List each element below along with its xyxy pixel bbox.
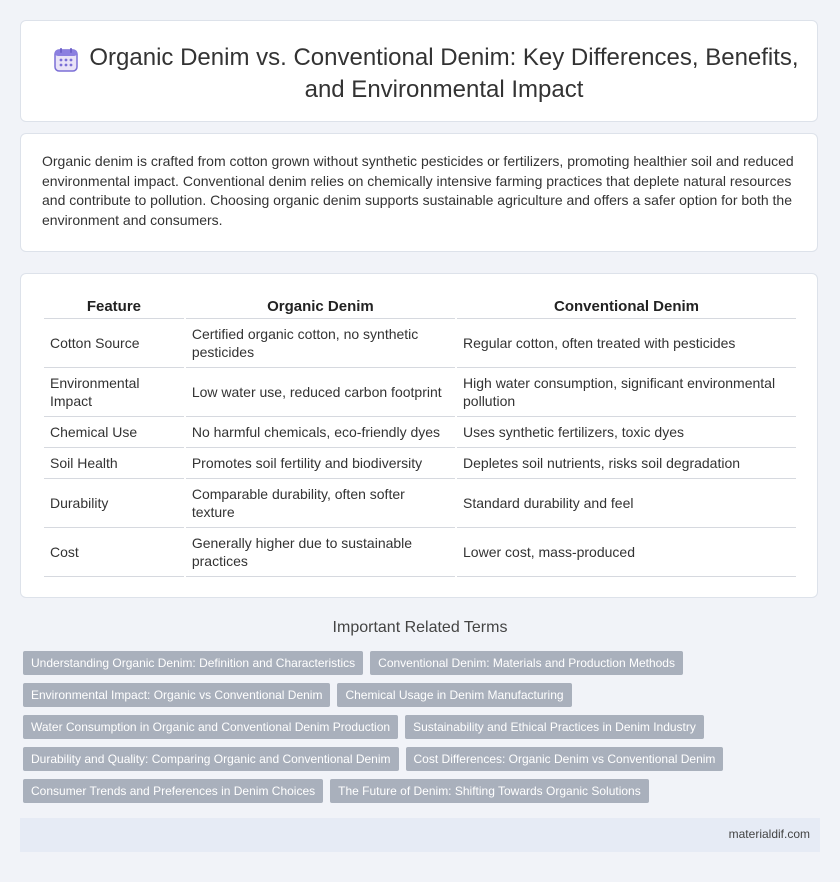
- related-term-link[interactable]: Sustainability and Ethical Practices in Denim Industry: [405, 715, 704, 739]
- title-card: [20, 20, 818, 122]
- table-row: [44, 417, 796, 448]
- related-term-link[interactable]: Understanding Organic Denim: Definition and Characteristics: [23, 651, 363, 675]
- cell-feature: Cost: [44, 528, 184, 577]
- cell-organic: Comparable durability, often softer texture: [186, 479, 455, 528]
- cell-feature: Soil Health: [44, 448, 184, 479]
- cell-conventional: Regular cotton, often treated with pesticides: [457, 319, 796, 368]
- related-term-link[interactable]: Durability and Quality: Comparing Organic and Conventional Denim: [23, 747, 399, 771]
- cell-organic: No harmful chemicals, eco-friendly dyes: [186, 417, 455, 448]
- related-term-link[interactable]: Water Consumption in Organic and Conventional Denim Production: [23, 715, 398, 739]
- intro-card: [20, 133, 818, 252]
- cell-feature: Chemical Use: [44, 417, 184, 448]
- cell-conventional: Standard durability and feel: [457, 479, 796, 528]
- related-term-link[interactable]: Consumer Trends and Preferences in Denim Choices: [23, 779, 323, 803]
- comparison-card: [20, 273, 818, 598]
- table-row: [44, 368, 796, 417]
- related-terms-list: [23, 651, 813, 811]
- table-header-row: [44, 294, 796, 319]
- cell-conventional: High water consumption, significant environmental pollution: [457, 368, 796, 417]
- calendar-grid-icon: [53, 47, 79, 73]
- comparison-table: [42, 294, 798, 577]
- cell-conventional: Lower cost, mass-produced: [457, 528, 796, 577]
- cell-organic: Certified organic cotton, no synthetic pesticides: [186, 319, 455, 368]
- related-term-link[interactable]: Conventional Denim: Materials and Production Methods: [370, 651, 683, 675]
- cell-organic: Low water use, reduced carbon footprint: [186, 368, 455, 417]
- cell-organic: Generally higher due to sustainable practices: [186, 528, 455, 577]
- header-feature: Feature: [44, 294, 184, 319]
- footer-site-link[interactable]: materialdif.com: [728, 827, 810, 841]
- related-term-link[interactable]: Environmental Impact: Organic vs Conventional Denim: [23, 683, 330, 707]
- header-conventional: Conventional Denim: [457, 294, 796, 319]
- cell-organic: Promotes soil fertility and biodiversity: [186, 448, 455, 479]
- cell-feature: Durability: [44, 479, 184, 528]
- related-terms-heading: Important Related Terms: [332, 619, 508, 636]
- footer-bar: [20, 818, 820, 852]
- related-term-link[interactable]: Cost Differences: Organic Denim vs Conventional Denim: [406, 747, 724, 771]
- cell-conventional: Depletes soil nutrients, risks soil degradation: [457, 448, 796, 479]
- page-title: Organic Denim vs. Conventional Denim: Key Differences, Benefits, and Environmental Impact: [89, 44, 799, 103]
- table-row: [44, 528, 796, 577]
- cell-conventional: Uses synthetic fertilizers, toxic dyes: [457, 417, 796, 448]
- table-row: [44, 448, 796, 479]
- related-term-link[interactable]: Chemical Usage in Denim Manufacturing: [337, 683, 571, 707]
- intro-paragraph: Organic denim is crafted from cotton grown without synthetic pesticides or fertilizers, promoting healthier soil and reduced environmental impact. Conventional denim relies on chemically intensive farming practices that deplete natural resources and contribute to pollution. Choosing organic denim supports sustainable agriculture and offers a safer option for both the environment and consumers.: [42, 153, 794, 228]
- cell-feature: Cotton Source: [44, 319, 184, 368]
- related-term-link[interactable]: The Future of Denim: Shifting Towards Organic Solutions: [330, 779, 649, 803]
- table-row: [44, 479, 796, 528]
- header-organic: Organic Denim: [186, 294, 455, 319]
- cell-feature: Environmental Impact: [44, 368, 184, 417]
- table-row: [44, 319, 796, 368]
